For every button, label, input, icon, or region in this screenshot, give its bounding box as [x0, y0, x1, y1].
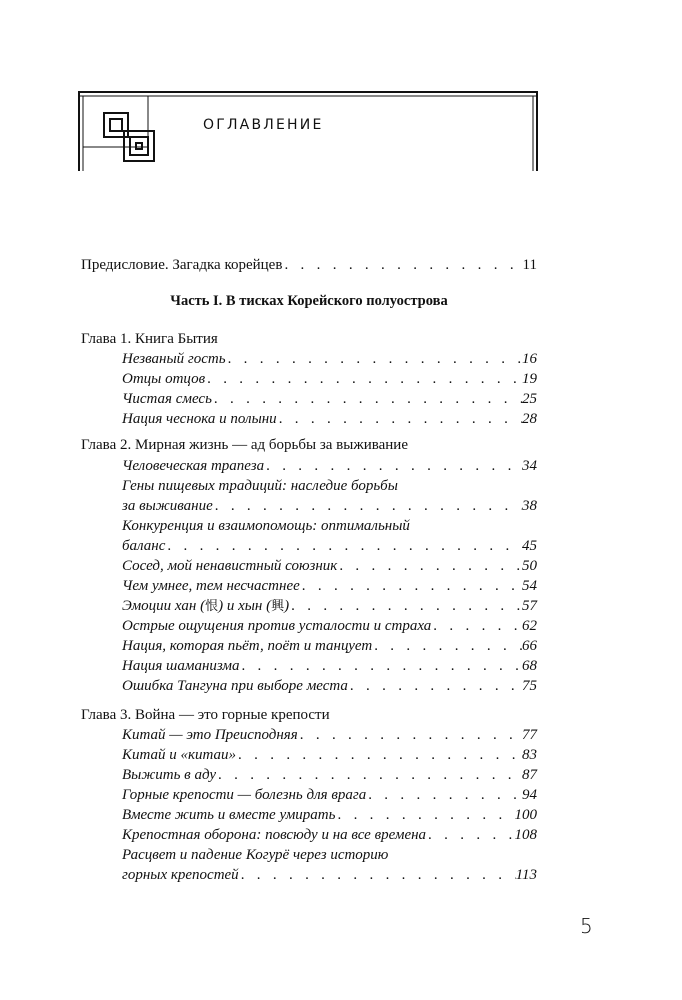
leader-dots: [212, 389, 522, 409]
leader-dots: [239, 656, 522, 676]
leader-dots: [226, 349, 522, 369]
toc-entry-page: 62: [522, 618, 537, 634]
toc-entry: [122, 496, 537, 516]
page-number: 5: [580, 914, 593, 938]
toc-entry-title: Вместе жить и вместе умирать: [122, 807, 336, 823]
leader-dots: [289, 596, 522, 616]
toc-entry-page: 16: [522, 351, 537, 367]
title-part: ): [284, 598, 290, 614]
toc-entry-title: Чем умнее, тем несчастнее: [122, 578, 300, 594]
toc-entry-preface: [81, 255, 537, 275]
leader-dots: [282, 255, 522, 275]
title-part: Эмоции хан (: [122, 598, 206, 614]
toc-entry-title: Китай — это Преисподняя: [122, 727, 298, 743]
toc-entry: [122, 865, 537, 885]
leader-dots: [298, 725, 522, 745]
toc-entry-title: Отцы отцов: [122, 371, 206, 387]
leader-dots: [264, 456, 522, 476]
toc-entry-title: горных крепостей: [122, 867, 239, 883]
toc-entry-page: 57: [522, 598, 537, 614]
leader-dots: [216, 765, 522, 785]
toc-entry-page: 38: [522, 498, 537, 514]
toc-entry-page: 50: [522, 558, 537, 574]
toc-entry-title: Горные крепости — болезнь для врага: [122, 787, 367, 803]
toc-entry: [122, 389, 537, 409]
toc-entry-title: Выжить в аду: [122, 767, 216, 783]
chapter-title: Глава 3. Война — это горные крепости: [81, 707, 330, 723]
toc-entry-title: Чистая смесь: [122, 391, 212, 407]
toc-entry-page: 94: [522, 787, 537, 803]
chapter-heading: [81, 329, 537, 349]
toc-entry: [122, 765, 537, 785]
toc-entry-page: 66: [522, 638, 537, 654]
hanja-han: 恨: [205, 599, 219, 614]
leader-dots: [205, 369, 522, 389]
leader-dots: [348, 676, 522, 696]
toc-entry: [122, 576, 537, 596]
toc-entry-line1: [122, 845, 537, 865]
toc-entry-title: за выживание: [122, 498, 213, 514]
toc-entry-page: 100: [514, 807, 537, 823]
toc-entry-page: 87: [522, 767, 537, 783]
leader-dots: [277, 409, 522, 429]
toc-entry-title: Нация чеснока и полыни: [122, 411, 277, 427]
toc-entry-title: Сосед, мой ненавистный союзник: [122, 558, 338, 574]
toc-entry-page: 34: [522, 458, 537, 474]
toc-entry: [122, 456, 537, 476]
toc-entry-page: 54: [522, 578, 537, 594]
toc-entry-line1: [122, 476, 537, 496]
toc-entry-title: Незваный гость: [122, 351, 226, 367]
leader-dots: [372, 636, 522, 656]
toc-entry: [122, 725, 537, 745]
leader-dots: [300, 576, 522, 596]
chapter-heading: [81, 705, 537, 725]
toc-entry: [122, 676, 537, 696]
toc-entry-line1: [122, 516, 537, 536]
toc-entry-page: 45: [522, 538, 537, 554]
toc-entry-page: 108: [514, 827, 537, 843]
leader-dots: [236, 745, 522, 765]
chapter-title: Глава 1. Книга Бытия: [81, 331, 218, 347]
part-heading: Часть I. В тисках Корейского полуострова: [170, 293, 448, 309]
toc-entry: [122, 409, 537, 429]
toc-entry-title: Конкуренция и взаимопомощь: оптимальный: [122, 518, 410, 534]
toc-entry: [122, 556, 537, 576]
toc-entry-page: 77: [522, 727, 537, 743]
leader-dots: [165, 536, 522, 556]
toc-entry-title: Нация шаманизма: [122, 658, 240, 674]
toc-entry-page: 19: [522, 371, 537, 387]
leader-dots: [431, 616, 522, 636]
toc-entry: [122, 745, 537, 765]
leader-dots: [337, 556, 522, 576]
toc-entry: [122, 596, 537, 616]
toc-entry: [122, 785, 537, 805]
page-title: ОГЛАВЛЕНИЕ: [203, 117, 324, 133]
chapter-title: Глава 2. Мирная жизнь — ад борьбы за выживание: [81, 437, 408, 453]
chapter-heading: [81, 435, 537, 455]
toc-entry: [122, 536, 537, 556]
toc-entry-page: 11: [522, 257, 537, 273]
toc-entry-title: Острые ощущения против усталости и страха: [122, 618, 432, 634]
toc-entry-title: Предисловие. Загадка корейцев: [81, 257, 283, 273]
toc-entry-title: баланс: [122, 538, 166, 554]
toc-entry-title: Крепостная оборона: повсюду и на все времена: [122, 827, 427, 843]
toc-entry: [122, 825, 537, 845]
title-part: ) и хын (: [218, 598, 272, 614]
toc-entry-title: Гены пищевых традиций: наследие борьбы: [122, 478, 398, 494]
toc-entry-title: Китай и «китаи»: [122, 747, 237, 763]
leader-dots: [213, 496, 522, 516]
toc-entry-page: 75: [522, 678, 537, 694]
toc-entry-title: Нация, которая пьёт, поёт и танцует: [122, 638, 373, 654]
toc-entry-page: 28: [522, 411, 537, 427]
leader-dots: [366, 785, 522, 805]
toc-entry-title: Ошибка Тангуна при выборе места: [122, 678, 348, 694]
leader-dots: [335, 805, 514, 825]
toc-entry: [122, 805, 537, 825]
toc-entry: [122, 349, 537, 369]
toc-entry: [122, 656, 537, 676]
leader-dots: [426, 825, 514, 845]
toc-entry: [122, 616, 537, 636]
toc-entry: [122, 369, 537, 389]
toc-entry-page: 83: [522, 747, 537, 763]
toc-entry-title: [122, 596, 289, 617]
hanja-heung: 興: [271, 599, 285, 614]
toc-entry-page: 25: [522, 391, 537, 407]
toc-entry-page: 68: [522, 658, 537, 674]
toc-entry-title: Человеческая трапеза: [122, 458, 265, 474]
toc-entry: [122, 636, 537, 656]
toc-entry-title: Расцвет и падение Когурё через историю: [122, 847, 389, 863]
toc-entry-page: 113: [515, 867, 537, 883]
leader-dots: [239, 865, 516, 885]
